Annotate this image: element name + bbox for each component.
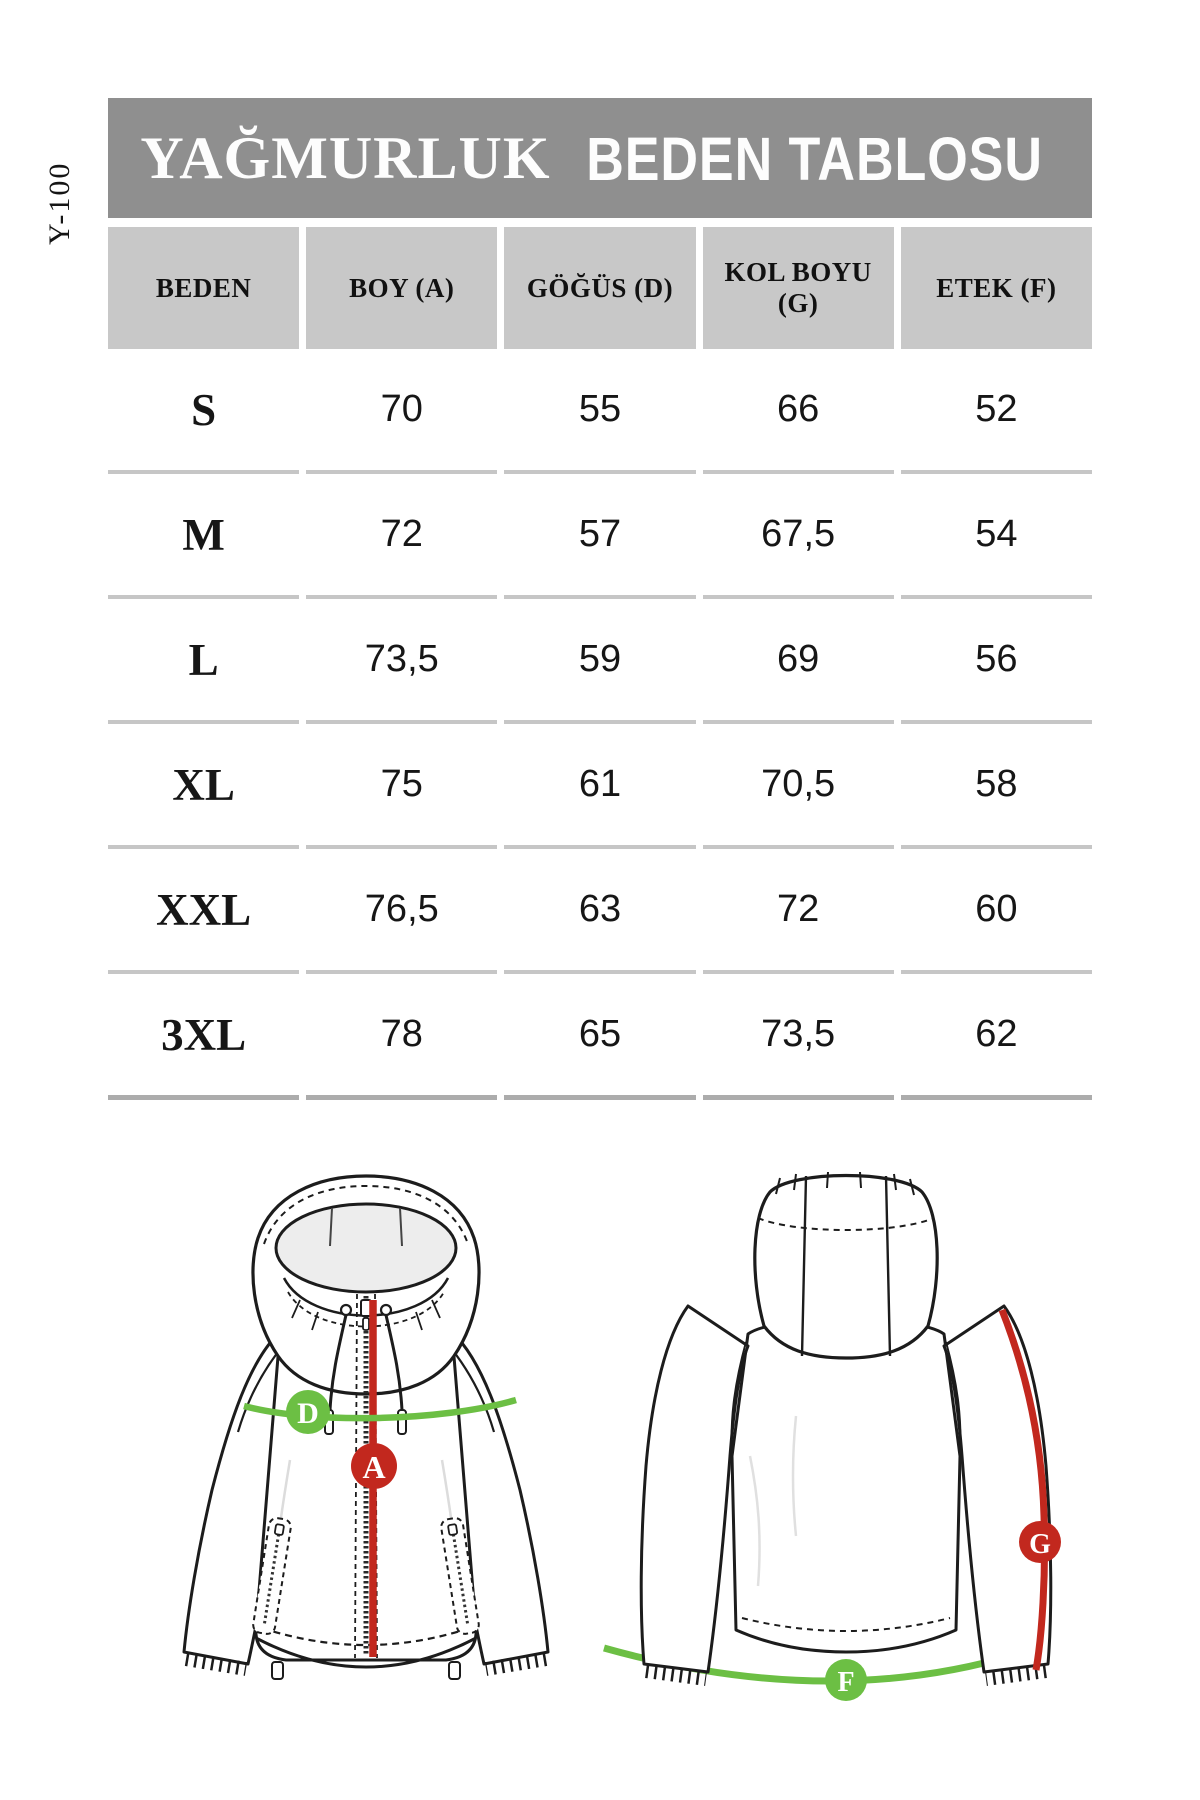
size-label: XL [108, 724, 299, 849]
jacket-front-diagram [160, 1160, 572, 1710]
svg-text:G: G [1029, 1529, 1051, 1560]
size-label: 3XL [108, 974, 299, 1100]
table-cell: 73,5 [306, 599, 497, 724]
back-hood [755, 1172, 937, 1358]
column-header-beden: BEDEN [108, 227, 299, 349]
size-label: XXL [108, 849, 299, 974]
size-label: M [108, 474, 299, 599]
column-header-gogus: GÖĞÜS (D) [504, 227, 695, 349]
length-measure-badge-a-icon [351, 1443, 397, 1489]
table-cell: 57 [504, 474, 695, 599]
table-cell: 66 [703, 349, 894, 474]
table-cell: 73,5 [703, 974, 894, 1100]
table-cell: 52 [901, 349, 1092, 474]
svg-text:F: F [837, 1667, 855, 1698]
back-body [732, 1319, 960, 1652]
column-header-boy: BOY (A) [306, 227, 497, 349]
table-cell: 69 [703, 599, 894, 724]
svg-text:A: A [362, 1449, 386, 1485]
table-cell: 75 [306, 724, 497, 849]
table-cell: 70 [306, 349, 497, 474]
size-table [108, 227, 1092, 1100]
table-cell: 76,5 [306, 849, 497, 974]
table-cell: 62 [901, 974, 1092, 1100]
table-cell: 67,5 [703, 474, 894, 599]
table-cell: 70,5 [703, 724, 894, 849]
column-header-kol-boyu: KOL BOYU (G) [703, 227, 894, 349]
table-cell: 54 [901, 474, 1092, 599]
table-cell: 61 [504, 724, 695, 849]
chest-measure-badge-d-icon [286, 1390, 330, 1434]
column-header-etek: ETEK (F) [901, 227, 1092, 349]
table-cell: 60 [901, 849, 1092, 974]
table-cell: 59 [504, 599, 695, 724]
size-label: S [108, 349, 299, 474]
table-cell: 56 [901, 599, 1092, 724]
hem-measure-badge-f-icon [825, 1659, 867, 1701]
sleeve-measure-badge-g-icon [1019, 1521, 1061, 1563]
table-cell: 65 [504, 974, 695, 1100]
table-cell: 72 [703, 849, 894, 974]
table-cell: 58 [901, 724, 1092, 849]
table-cell: 78 [306, 974, 497, 1100]
jacket-back-diagram [596, 1156, 1096, 1706]
table-cell: 63 [504, 849, 695, 974]
table-cell: 72 [306, 474, 497, 599]
title-bar [108, 98, 1092, 218]
svg-text:D: D [297, 1397, 319, 1430]
title-primary: YAĞMURLUK [140, 124, 551, 191]
size-label: L [108, 599, 299, 724]
title-secondary: BEDEN TABLOSU [585, 123, 1043, 193]
table-cell: 55 [504, 349, 695, 474]
product-code-label: Y-100 [43, 161, 76, 245]
